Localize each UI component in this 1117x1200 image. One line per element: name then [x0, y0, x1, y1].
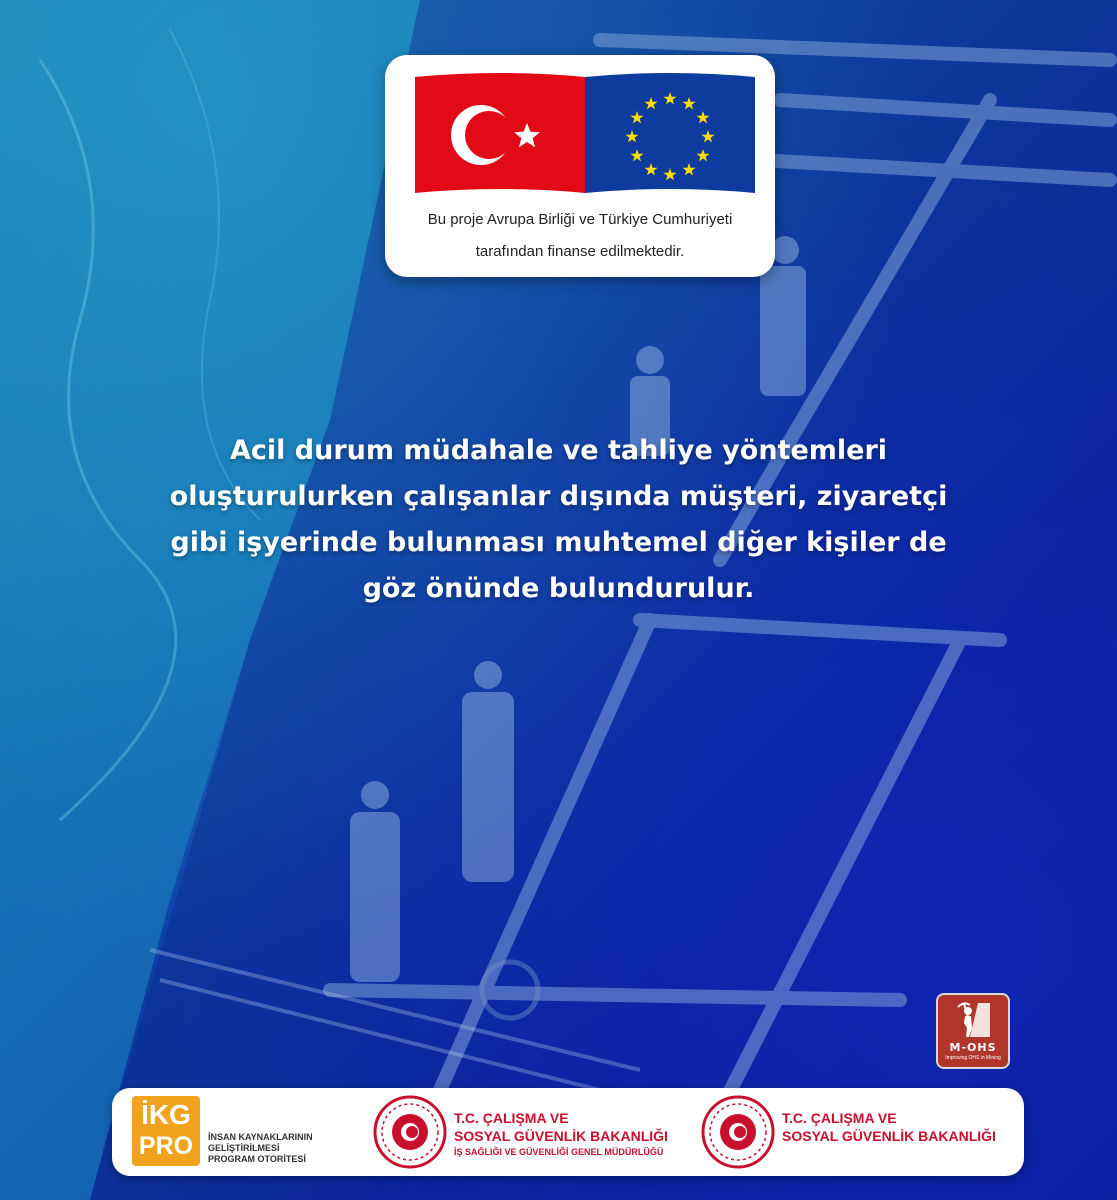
footer-logo-bar	[112, 1088, 1024, 1176]
headline-line-1: Acil durum müdahale ve tahliye yöntemleri	[229, 435, 888, 466]
miner-pickaxe-icon	[956, 1001, 992, 1039]
funding-text-line-1: Bu proje Avrupa Birliği ve Türkiye Cumhuriyeti	[427, 211, 733, 228]
funding-logo-card	[385, 55, 775, 277]
turkey-flag-icon	[415, 69, 585, 199]
ministry-seal-icon	[372, 1094, 448, 1170]
ministry-1-line-3: İŞ SAĞLIĞI VE GÜVENLİĞİ GENEL MÜDÜRLÜĞÜ	[454, 1147, 664, 1157]
funding-text-line-2: tarafından finanse edilmektedir.	[475, 243, 685, 260]
mohs-subtitle: Improving OHS in Mining	[945, 1055, 1001, 1061]
headline-line-4: göz önünde bulundurulur.	[362, 573, 755, 604]
headline-line-3: gibi işyerinde bulunması muhtemel diğer kişiler de	[170, 527, 947, 558]
eu-flag-icon	[585, 69, 755, 199]
headline-text	[60, 428, 1057, 612]
ministry-seal-icon	[700, 1094, 776, 1170]
ministry-1-line-1: T.C. ÇALIŞMA VE	[454, 1110, 569, 1126]
mohs-title: M-OHS	[949, 1041, 997, 1054]
ministry-2-line-1: T.C. ÇALIŞMA VE	[782, 1110, 897, 1126]
ikg-organization-name	[208, 1132, 313, 1165]
mohs-logo	[936, 993, 1010, 1069]
ministry-1-line-2: SOSYAL GÜVENLİK BAKANLIĞI	[454, 1128, 668, 1144]
ministry-2-line-2: SOSYAL GÜVENLİK BAKANLIĞI	[782, 1128, 996, 1144]
ikg-logo-top: İKG	[141, 1099, 191, 1130]
ikg-name-line-2: GELİŞTİRİLMESİ	[208, 1143, 280, 1153]
ikg-pro-logo	[132, 1096, 200, 1166]
headline-line-2: oluşturulurken çalışanlar dışında müşteri, ziyaretçi	[169, 481, 948, 512]
ikg-logo-bottom: PRO	[138, 1132, 194, 1160]
ikg-name-line-1: İNSAN KAYNAKLARININ	[208, 1132, 313, 1142]
ikg-name-line-3: PROGRAM OTORİTESİ	[208, 1154, 306, 1164]
